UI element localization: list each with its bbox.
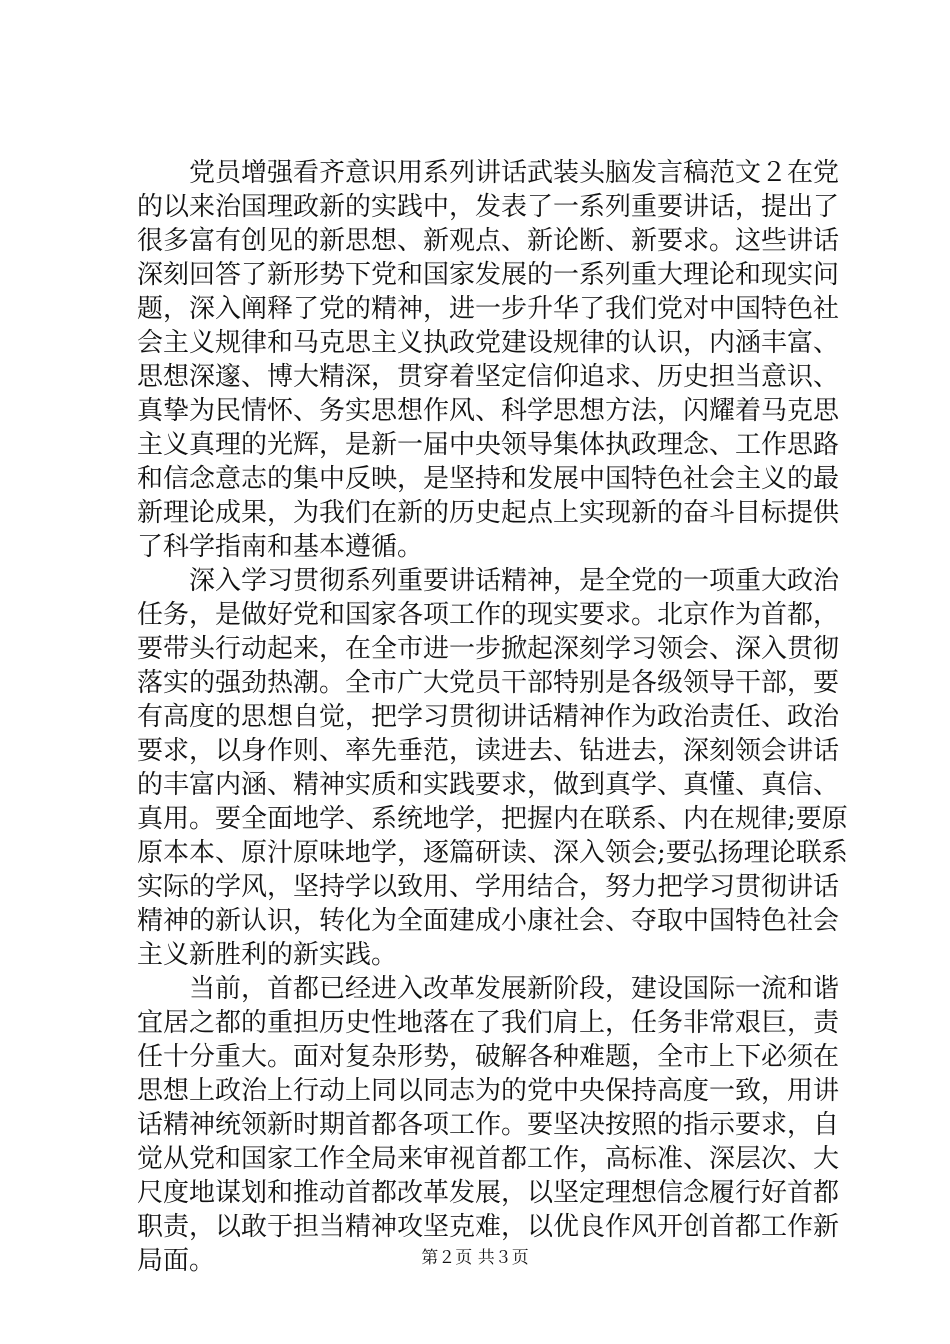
text-line: 要带头行动起来，在全市进一步掀起深刻学习领会、深入贯彻 bbox=[137, 634, 840, 664]
text-line: 新理论成果，为我们在新的历史起点上实现新的奋斗目标提供 bbox=[137, 498, 840, 528]
text-line: 话精神统领新时期首都各项工作。要坚决按照的指示要求，自 bbox=[137, 1110, 840, 1140]
text-line: 真挚为民情怀、务实思想作风、科学思想方法，闪耀着马克思 bbox=[137, 396, 840, 426]
text-line: 要求，以身作则、率先垂范，读进去、钻进去，深刻领会讲话 bbox=[137, 736, 840, 766]
text-line: 题，深入阐释了党的精神，进一步升华了我们党对中国特色社 bbox=[137, 294, 840, 324]
page-footer bbox=[0, 1246, 950, 1270]
text-line: 主义真理的光辉，是新一届中央领导集体执政理念、工作思路 bbox=[137, 430, 840, 460]
text-line: 会主义规律和马克思主义执政党建设规律的认识，内涵丰富、 bbox=[137, 328, 840, 358]
text-line: 原本本、原汁原味地学，逐篇研读、深入领会;要弘扬理论联系 bbox=[137, 838, 848, 868]
text-line: 精神的新认识，转化为全面建成小康社会、夺取中国特色社会 bbox=[137, 906, 840, 936]
text-line: 局面。 bbox=[137, 1246, 216, 1276]
text-line: 的以来治国理政新的实践中，发表了一系列重要讲话，提出了 bbox=[137, 192, 840, 222]
text-line: 和信念意志的集中反映，是坚持和发展中国特色社会主义的最 bbox=[137, 464, 840, 494]
text-line: 的丰富内涵、精神实质和实践要求，做到真学、真懂、真信、 bbox=[137, 770, 840, 800]
document-body bbox=[137, 156, 848, 1278]
text-line: 思想深邃、博大精深，贯穿着坚定信仰追求、历史担当意识、 bbox=[137, 362, 840, 392]
text-line: 有高度的思想自觉，把学习贯彻讲话精神作为政治责任、政治 bbox=[137, 702, 840, 732]
paragraph bbox=[137, 156, 840, 564]
page-number: 第２页 共３页 bbox=[421, 1248, 529, 1268]
text-line: 很多富有创见的新思想、新观点、新论断、新要求。这些讲话 bbox=[137, 226, 840, 256]
paragraph bbox=[137, 564, 848, 972]
text-line: 实际的学风，坚持学以致用、学用结合，努力把学习贯彻讲话 bbox=[137, 872, 840, 902]
text-line: 深刻回答了新形势下党和国家发展的一系列重大理论和现实问 bbox=[137, 260, 840, 290]
text-line: 党员增强看齐意识用系列讲话武装头脑发言稿范文２在党 bbox=[189, 158, 840, 188]
text-line: 当前，首都已经进入改革发展新阶段，建设国际一流和谐 bbox=[189, 974, 840, 1004]
text-line: 主义新胜利的新实践。 bbox=[137, 940, 398, 970]
text-line: 深入学习贯彻系列重要讲话精神，是全党的一项重大政治 bbox=[189, 566, 840, 596]
text-line: 真用。要全面地学、系统地学，把握内在联系、内在规律;要原 bbox=[137, 804, 848, 834]
text-line: 职责，以敢于担当精神攻坚克难，以优良作风开创首都工作新 bbox=[137, 1212, 840, 1242]
text-line: 任务，是做好党和国家各项工作的现实要求。北京作为首都， bbox=[137, 600, 840, 630]
paragraph bbox=[137, 972, 840, 1278]
text-line: 任十分重大。面对复杂形势，破解各种难题，全市上下必须在 bbox=[137, 1042, 840, 1072]
text-line: 觉从党和国家工作全局来审视首都工作，高标准、深层次、大 bbox=[137, 1144, 840, 1174]
text-line: 落实的强劲热潮。全市广大党员干部特别是各级领导干部，要 bbox=[137, 668, 840, 698]
text-line: 了科学指南和基本遵循。 bbox=[137, 532, 424, 562]
text-line: 思想上政治上行动上同以同志为的党中央保持高度一致，用讲 bbox=[137, 1076, 840, 1106]
text-line: 宜居之都的重担历史性地落在了我们肩上，任务非常艰巨，责 bbox=[137, 1008, 840, 1038]
text-line: 尺度地谋划和推动首都改革发展，以坚定理想信念履行好首都 bbox=[137, 1178, 840, 1208]
